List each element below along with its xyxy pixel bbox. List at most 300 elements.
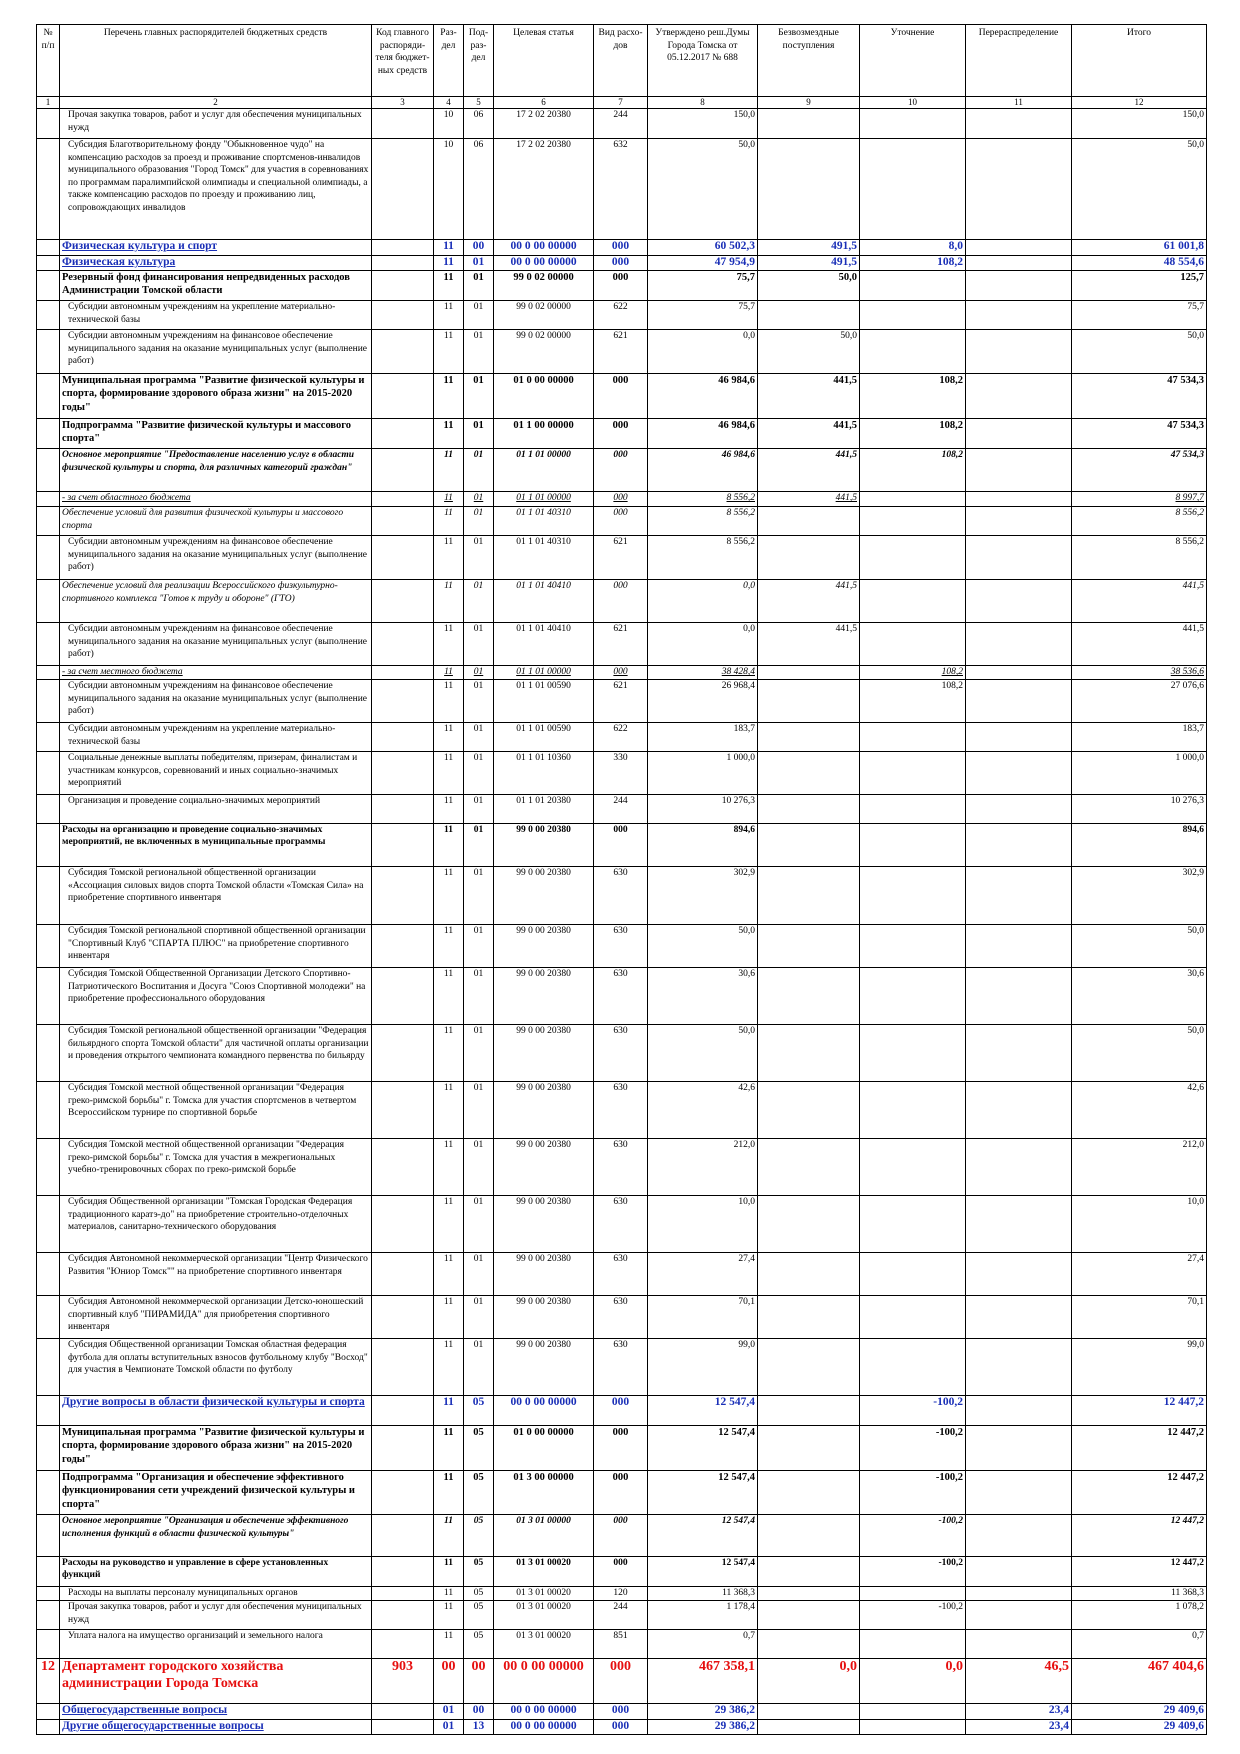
- row-expense-type: 000: [594, 1515, 648, 1557]
- row-adjustment: [860, 1253, 966, 1296]
- row-name: Муниципальная программа "Развитие физической культуры и спорта, формирование здорового образа жизни" на 2015-2020 годы": [60, 374, 372, 419]
- row-expense-type: 630: [594, 1296, 648, 1339]
- row-adjustment: [860, 752, 966, 795]
- row-name: Уплата налога на имущество организаций и земельного налога: [60, 1630, 372, 1659]
- row-total: 12 447,2: [1072, 1426, 1207, 1471]
- row-total: 125,7: [1072, 271, 1207, 301]
- row-number: [37, 795, 60, 824]
- row-expense-type: 000: [594, 449, 648, 492]
- row-section: 11: [434, 867, 464, 925]
- row-total: 42,6: [1072, 1082, 1207, 1139]
- row-grants: [758, 1296, 860, 1339]
- row-target-item: 01 1 01 10360: [494, 752, 594, 795]
- row-subsection: 05: [464, 1601, 494, 1630]
- row-redistribution: [966, 723, 1072, 752]
- row-total: 70,1: [1072, 1296, 1207, 1339]
- row-approved: 183,7: [648, 723, 758, 752]
- row-expense-type: 630: [594, 1025, 648, 1082]
- row-target-item: 00 0 00 00000: [494, 1396, 594, 1426]
- row-approved: 30,6: [648, 968, 758, 1025]
- row-redistribution: [966, 492, 1072, 507]
- row-number: [37, 419, 60, 449]
- row-name: Другие вопросы в области физической культуры и спорта: [60, 1396, 372, 1426]
- row-approved: 0,0: [648, 330, 758, 374]
- row-name: Прочая закупка товаров, работ и услуг для обеспечения муниципальных нужд: [60, 1601, 372, 1630]
- table-row: [37, 1630, 1207, 1659]
- row-name: Физическая культура и спорт: [60, 240, 372, 256]
- row-approved: 467 358,1: [648, 1659, 758, 1704]
- row-subsection: 13: [464, 1720, 494, 1735]
- row-section: 11: [434, 795, 464, 824]
- row-name: - за счет областного бюджета: [60, 492, 372, 507]
- column-number-row: [37, 97, 1207, 109]
- row-approved: 38 428,4: [648, 666, 758, 680]
- row-target-item: 99 0 00 20380: [494, 968, 594, 1025]
- row-section: 11: [434, 925, 464, 968]
- row-number: [37, 623, 60, 666]
- row-expense-type: 244: [594, 1601, 648, 1630]
- row-code: [372, 824, 434, 867]
- row-redistribution: [966, 623, 1072, 666]
- row-expense-type: 630: [594, 925, 648, 968]
- row-target-item: 99 0 00 20380: [494, 1253, 594, 1296]
- row-approved: 11 368,3: [648, 1587, 758, 1601]
- row-expense-type: 621: [594, 536, 648, 580]
- row-section: 11: [434, 723, 464, 752]
- row-total: 50,0: [1072, 925, 1207, 968]
- table-row: [37, 1396, 1207, 1426]
- row-approved: 302,9: [648, 867, 758, 925]
- row-expense-type: 000: [594, 271, 648, 301]
- table-row: [37, 374, 1207, 419]
- row-subsection: 01: [464, 1196, 494, 1253]
- row-subsection: 01: [464, 256, 494, 271]
- row-subsection: 01: [464, 580, 494, 623]
- column-number: 7: [594, 97, 648, 109]
- row-number: [37, 1139, 60, 1196]
- row-code: [372, 419, 434, 449]
- row-code: [372, 1515, 434, 1557]
- row-code: [372, 507, 434, 536]
- header-cell: Безвозмездные поступления: [758, 25, 860, 97]
- row-grants: [758, 1720, 860, 1735]
- row-grants: [758, 1601, 860, 1630]
- column-number: 5: [464, 97, 494, 109]
- row-grants: 441,5: [758, 580, 860, 623]
- row-adjustment: [860, 301, 966, 330]
- row-section: 11: [434, 1339, 464, 1396]
- row-code: [372, 1139, 434, 1196]
- row-grants: [758, 1139, 860, 1196]
- row-adjustment: 108,2: [860, 419, 966, 449]
- row-redistribution: [966, 507, 1072, 536]
- row-expense-type: 330: [594, 752, 648, 795]
- table-row: [37, 1139, 1207, 1196]
- row-adjustment: [860, 968, 966, 1025]
- table-row: [37, 536, 1207, 580]
- row-total: 467 404,6: [1072, 1659, 1207, 1704]
- row-adjustment: [860, 723, 966, 752]
- row-redistribution: [966, 1396, 1072, 1426]
- row-grants: [758, 824, 860, 867]
- row-section: 11: [434, 1426, 464, 1471]
- column-number: 9: [758, 97, 860, 109]
- row-approved: 29 386,2: [648, 1704, 758, 1720]
- row-approved: 12 547,4: [648, 1471, 758, 1515]
- row-number: [37, 666, 60, 680]
- row-adjustment: [860, 795, 966, 824]
- row-target-item: 01 3 01 00020: [494, 1630, 594, 1659]
- row-expense-type: 000: [594, 1704, 648, 1720]
- row-name: Субсидия Автономной некоммерческой организации "Центр Физического Развития "Юниор Томск"" на приобретение спортивного инвентаря: [60, 1253, 372, 1296]
- row-target-item: 99 0 00 20380: [494, 824, 594, 867]
- row-adjustment: [860, 507, 966, 536]
- row-subsection: 01: [464, 1082, 494, 1139]
- row-number: [37, 1515, 60, 1557]
- row-approved: 60 502,3: [648, 240, 758, 256]
- row-expense-type: 000: [594, 1426, 648, 1471]
- row-code: [372, 301, 434, 330]
- row-section: 10: [434, 139, 464, 240]
- row-expense-type: 621: [594, 330, 648, 374]
- row-subsection: 01: [464, 1139, 494, 1196]
- row-grants: [758, 1396, 860, 1426]
- row-number: [37, 723, 60, 752]
- row-grants: [758, 1196, 860, 1253]
- row-redistribution: [966, 1139, 1072, 1196]
- row-subsection: 01: [464, 666, 494, 680]
- column-number: 8: [648, 97, 758, 109]
- row-expense-type: 000: [594, 1720, 648, 1735]
- row-name: Прочая закупка товаров, работ и услуг для обеспечения муниципальных нужд: [60, 109, 372, 139]
- row-subsection: 05: [464, 1471, 494, 1515]
- row-total: 183,7: [1072, 723, 1207, 752]
- row-adjustment: [860, 271, 966, 301]
- row-subsection: 00: [464, 240, 494, 256]
- row-code: [372, 752, 434, 795]
- row-adjustment: [860, 580, 966, 623]
- row-grants: [758, 1426, 860, 1471]
- row-section: 11: [434, 680, 464, 723]
- column-number: 6: [494, 97, 594, 109]
- row-section: 11: [434, 1630, 464, 1659]
- row-redistribution: [966, 680, 1072, 723]
- row-number: [37, 271, 60, 301]
- row-name: Резервный фонд финансирования непредвиденных расходов Администрации Томской области: [60, 271, 372, 301]
- row-grants: [758, 301, 860, 330]
- row-number: [37, 1196, 60, 1253]
- row-redistribution: [966, 536, 1072, 580]
- row-grants: [758, 1587, 860, 1601]
- row-code: [372, 580, 434, 623]
- row-approved: 8 556,2: [648, 492, 758, 507]
- row-subsection: 01: [464, 1253, 494, 1296]
- row-target-item: 99 0 00 20380: [494, 1296, 594, 1339]
- table-row: [37, 1601, 1207, 1630]
- row-subsection: 01: [464, 824, 494, 867]
- row-name: Субсидии автономным учреждениям на финансовое обеспечение муниципального задания на оказание муниципальных услуг (выполнение работ): [60, 623, 372, 666]
- table-row: [37, 256, 1207, 271]
- row-redistribution: [966, 925, 1072, 968]
- row-grants: [758, 752, 860, 795]
- row-section: 11: [434, 623, 464, 666]
- row-number: [37, 1025, 60, 1082]
- row-subsection: 01: [464, 968, 494, 1025]
- row-adjustment: [860, 536, 966, 580]
- row-target-item: 01 3 01 00000: [494, 1515, 594, 1557]
- row-redistribution: [966, 374, 1072, 419]
- row-total: 10 276,3: [1072, 795, 1207, 824]
- row-total: 12 447,2: [1072, 1557, 1207, 1587]
- table-row: [37, 867, 1207, 925]
- row-number: [37, 925, 60, 968]
- row-number: [37, 240, 60, 256]
- row-redistribution: [966, 1082, 1072, 1139]
- row-code: [372, 1720, 434, 1735]
- row-number: [37, 492, 60, 507]
- row-total: 150,0: [1072, 109, 1207, 139]
- row-target-item: 01 1 01 00000: [494, 492, 594, 507]
- row-subsection: 06: [464, 109, 494, 139]
- row-target-item: 99 0 02 00000: [494, 271, 594, 301]
- row-redistribution: [966, 256, 1072, 271]
- row-redistribution: [966, 449, 1072, 492]
- row-number: [37, 1396, 60, 1426]
- row-expense-type: 622: [594, 723, 648, 752]
- row-target-item: 01 1 01 40410: [494, 623, 594, 666]
- row-total: 50,0: [1072, 330, 1207, 374]
- row-section: 11: [434, 1601, 464, 1630]
- row-expense-type: 000: [594, 824, 648, 867]
- row-number: [37, 968, 60, 1025]
- row-number: [37, 374, 60, 419]
- header-cell: Итого: [1072, 25, 1207, 97]
- row-section: 11: [434, 1082, 464, 1139]
- row-adjustment: [860, 1630, 966, 1659]
- row-grants: [758, 1025, 860, 1082]
- row-code: [372, 449, 434, 492]
- row-redistribution: [966, 1426, 1072, 1471]
- row-number: [37, 330, 60, 374]
- row-name: Расходы на руководство и управление в сфере установленных функций: [60, 1557, 372, 1587]
- row-subsection: 01: [464, 795, 494, 824]
- row-redistribution: [966, 330, 1072, 374]
- row-name: Субсидия Томской региональной общественной организации «Ассоциация силовых видов спорта Томской области «Томская Сила» на приобретение спортивного инвентаря: [60, 867, 372, 925]
- budget-table: [36, 24, 1207, 1735]
- row-adjustment: [860, 1720, 966, 1735]
- row-target-item: 00 0 00 00000: [494, 256, 594, 271]
- row-expense-type: 244: [594, 795, 648, 824]
- row-code: [372, 925, 434, 968]
- row-total: 99,0: [1072, 1339, 1207, 1396]
- row-total: 1 078,2: [1072, 1601, 1207, 1630]
- row-redistribution: [966, 1253, 1072, 1296]
- row-redistribution: [966, 109, 1072, 139]
- header-cell: Перечень главных распорядителей бюджетных средств: [60, 25, 372, 97]
- row-section: 00: [434, 1659, 464, 1704]
- row-redistribution: [966, 580, 1072, 623]
- row-number: [37, 1720, 60, 1735]
- row-subsection: 05: [464, 1515, 494, 1557]
- row-redistribution: [966, 271, 1072, 301]
- table-row: [37, 1515, 1207, 1557]
- row-approved: 150,0: [648, 109, 758, 139]
- row-number: [37, 256, 60, 271]
- row-subsection: 01: [464, 449, 494, 492]
- row-target-item: 17 2 02 20380: [494, 139, 594, 240]
- row-adjustment: [860, 1704, 966, 1720]
- row-subsection: 01: [464, 723, 494, 752]
- column-number: 12: [1072, 97, 1207, 109]
- row-name: Департамент городского хозяйства администрации Города Томска: [60, 1659, 372, 1704]
- row-grants: 0,0: [758, 1659, 860, 1704]
- row-target-item: 99 0 00 20380: [494, 1025, 594, 1082]
- row-code: [372, 1025, 434, 1082]
- table-row: [37, 723, 1207, 752]
- row-grants: [758, 1082, 860, 1139]
- row-expense-type: 000: [594, 374, 648, 419]
- row-name: Субсидия Томской местной общественной организации "Федерация греко-римской борьбы" г. Томска для участия спортсменов в четвертом Всероссийском турнире по спортивной борьбе: [60, 1082, 372, 1139]
- row-subsection: 01: [464, 492, 494, 507]
- row-name: Субсидии автономным учреждениям на финансовое обеспечение муниципального задания на оказание муниципальных услуг (выполнение работ): [60, 680, 372, 723]
- row-section: 11: [434, 968, 464, 1025]
- row-code: [372, 330, 434, 374]
- row-subsection: 01: [464, 374, 494, 419]
- row-total: 0,7: [1072, 1630, 1207, 1659]
- row-adjustment: [860, 1082, 966, 1139]
- row-code: [372, 1426, 434, 1471]
- row-approved: 46 984,6: [648, 419, 758, 449]
- row-redistribution: 46,5: [966, 1659, 1072, 1704]
- row-subsection: 00: [464, 1659, 494, 1704]
- row-subsection: 01: [464, 1296, 494, 1339]
- row-section: 11: [434, 1025, 464, 1082]
- row-adjustment: [860, 1139, 966, 1196]
- row-name: Основное мероприятие "Организация и обеспечение эффективного исполнения функций в области физической культуры": [60, 1515, 372, 1557]
- row-grants: [758, 867, 860, 925]
- row-name: Подпрограмма "Организация и обеспечение эффективного функционирования сети учреждений физической культуры и спорта": [60, 1471, 372, 1515]
- row-code: [372, 492, 434, 507]
- row-adjustment: -100,2: [860, 1426, 966, 1471]
- row-adjustment: [860, 925, 966, 968]
- row-number: [37, 1471, 60, 1515]
- row-expense-type: 630: [594, 867, 648, 925]
- row-total: 8 997,7: [1072, 492, 1207, 507]
- row-redistribution: [966, 1339, 1072, 1396]
- row-approved: 1 178,4: [648, 1601, 758, 1630]
- row-total: 30,6: [1072, 968, 1207, 1025]
- row-target-item: 99 0 02 00000: [494, 301, 594, 330]
- row-expense-type: 630: [594, 1082, 648, 1139]
- table-row: [37, 330, 1207, 374]
- header-cell: № п/п: [37, 25, 60, 97]
- row-code: [372, 1296, 434, 1339]
- row-name: Субсидия Общественной организации "Томская Городская Федерация традиционного каратэ-до" на приобретение строительно-отделочных материалов, санитарно-технического оборудования: [60, 1196, 372, 1253]
- row-adjustment: [860, 139, 966, 240]
- row-code: [372, 623, 434, 666]
- row-code: [372, 1396, 434, 1426]
- table-row: [37, 449, 1207, 492]
- row-name: Подпрограмма "Развитие физической культуры и массового спорта": [60, 419, 372, 449]
- row-approved: 894,6: [648, 824, 758, 867]
- row-adjustment: [860, 623, 966, 666]
- row-number: [37, 536, 60, 580]
- row-expense-type: 244: [594, 109, 648, 139]
- row-section: 11: [434, 301, 464, 330]
- row-code: [372, 1557, 434, 1587]
- row-section: 11: [434, 1396, 464, 1426]
- row-redistribution: 23,4: [966, 1720, 1072, 1735]
- row-total: 11 368,3: [1072, 1587, 1207, 1601]
- row-number: [37, 1704, 60, 1720]
- row-section: 11: [434, 824, 464, 867]
- row-grants: [758, 680, 860, 723]
- row-section: 11: [434, 374, 464, 419]
- table-row: [37, 1296, 1207, 1339]
- row-adjustment: [860, 1339, 966, 1396]
- row-number: [37, 109, 60, 139]
- row-total: 29 409,6: [1072, 1720, 1207, 1735]
- column-number: 10: [860, 97, 966, 109]
- row-target-item: 99 0 02 00000: [494, 330, 594, 374]
- column-number: 1: [37, 97, 60, 109]
- row-number: [37, 449, 60, 492]
- row-number: [37, 139, 60, 240]
- row-number: [37, 1630, 60, 1659]
- row-expense-type: 000: [594, 580, 648, 623]
- row-expense-type: 630: [594, 1253, 648, 1296]
- table-row: [37, 1704, 1207, 1720]
- row-redistribution: [966, 752, 1072, 795]
- table-row: [37, 301, 1207, 330]
- row-adjustment: [860, 824, 966, 867]
- row-adjustment: 0,0: [860, 1659, 966, 1704]
- row-total: 50,0: [1072, 139, 1207, 240]
- row-total: 12 447,2: [1072, 1471, 1207, 1515]
- row-expense-type: 630: [594, 1196, 648, 1253]
- row-code: [372, 1587, 434, 1601]
- column-number: 11: [966, 97, 1072, 109]
- row-name: Субсидия Общественной организации Томская областная федерация футбола для оплаты вступительных взносов футбольному клубу "Восход" для участия в Чемпионате Томской области по футболу: [60, 1339, 372, 1396]
- header-cell: Уточнение: [860, 25, 966, 97]
- row-name: Расходы на выплаты персоналу муниципальных органов: [60, 1587, 372, 1601]
- row-approved: 8 556,2: [648, 536, 758, 580]
- row-subsection: 05: [464, 1587, 494, 1601]
- row-redistribution: [966, 1587, 1072, 1601]
- row-expense-type: 851: [594, 1630, 648, 1659]
- row-number: [37, 1587, 60, 1601]
- row-total: 8 556,2: [1072, 507, 1207, 536]
- row-section: 11: [434, 1557, 464, 1587]
- row-grants: [758, 1253, 860, 1296]
- row-name: Субсидия Томской Общественной Организации Детского Спортивно-Патриотического Воспитания и Досуга "Союз Спортивной молодежи" на приобретение профессионального оборудования: [60, 968, 372, 1025]
- row-subsection: 05: [464, 1557, 494, 1587]
- row-name: Другие общегосударственные вопросы: [60, 1720, 372, 1735]
- row-adjustment: [860, 492, 966, 507]
- row-approved: 1 000,0: [648, 752, 758, 795]
- row-total: 27 076,6: [1072, 680, 1207, 723]
- header-cell: Перераспределение: [966, 25, 1072, 97]
- row-number: [37, 752, 60, 795]
- row-target-item: 01 0 00 00000: [494, 374, 594, 419]
- row-total: 10,0: [1072, 1196, 1207, 1253]
- row-approved: 12 547,4: [648, 1396, 758, 1426]
- row-number: [37, 824, 60, 867]
- row-target-item: 01 3 01 00020: [494, 1557, 594, 1587]
- row-total: 8 556,2: [1072, 536, 1207, 580]
- row-section: 11: [434, 256, 464, 271]
- row-grants: [758, 1339, 860, 1396]
